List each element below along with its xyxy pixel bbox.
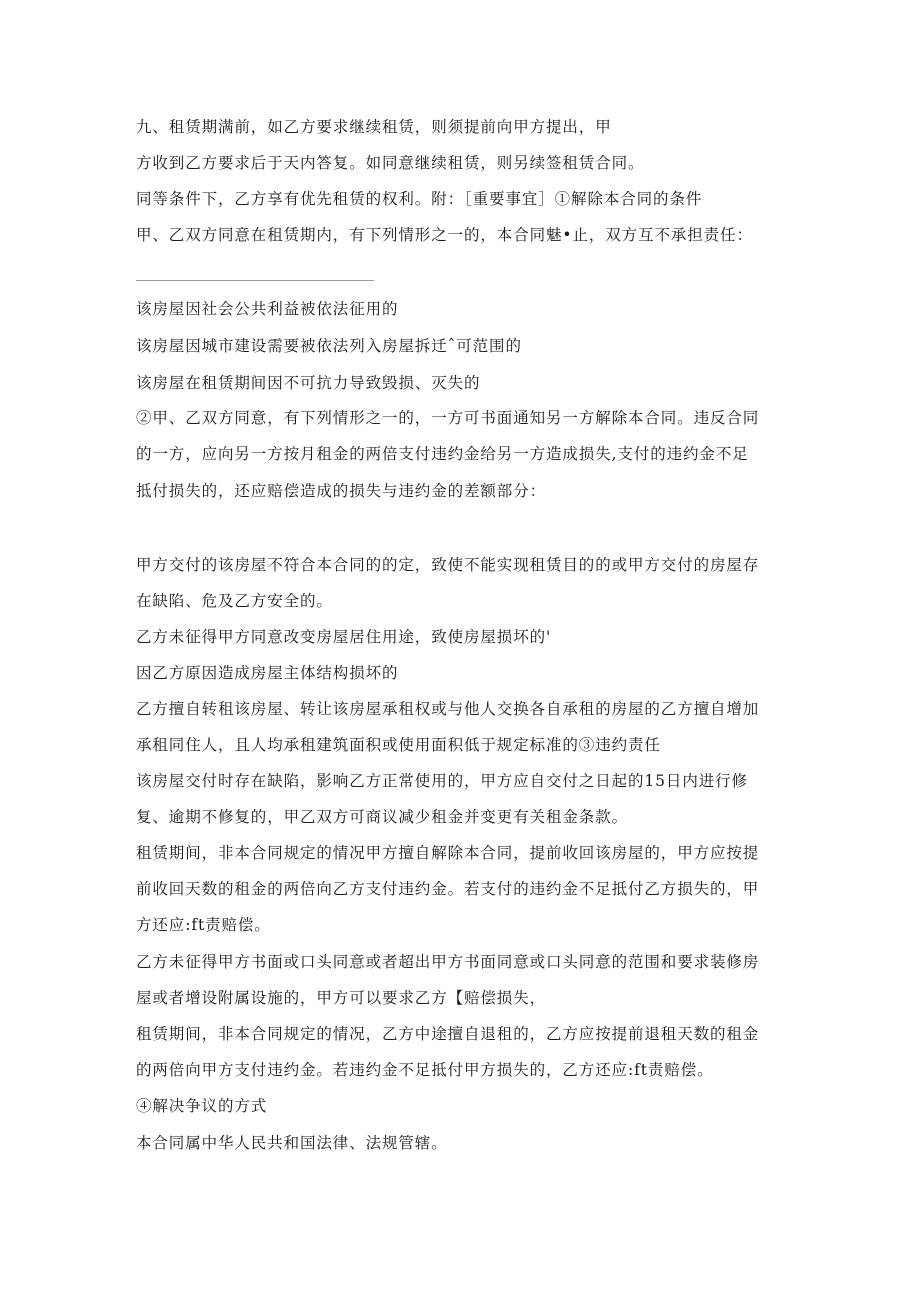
text-line: 同等条件下，乙方享有优先租赁的权利。附：［重要事宜］①解除本合同的条件 xyxy=(136,190,703,208)
text-line: 因乙方原因造成房屋主体结构损坏的 xyxy=(136,664,399,682)
text-line: 甲方交付的该房屋不符合本合同的的定，致使不能实现租赁目的的或甲方交付的房屋存 xyxy=(136,556,760,574)
text-line: 的两倍向甲方支付违约金。若违约金不足抵付甲方损失的，乙方还应:ft责赔偿。 xyxy=(136,1061,714,1079)
text-line: 屋或者增设附属设施的，甲方可以要求乙方【赔偿损失， xyxy=(136,989,547,1007)
text-line: 在缺陷、危及乙方安全的。 xyxy=(136,592,333,610)
text-line: 复、逾期不修复的，甲乙双方可商议减少租金并变更有关租金条款。 xyxy=(136,808,629,826)
text-line: 该房屋交付时存在缺陷，影响乙方正常使用的，甲方应自交付之日起的15日内进行修 xyxy=(136,772,748,790)
text-line: 的一方，应向另一方按月租金的两倍支付违约金给另一方造成损失,支付的违约金不足 xyxy=(136,445,749,463)
text-line: 租赁期间，非本合同规定的情况，乙方中途擅自退租的，乙方应按提前退租天数的租金 xyxy=(136,1025,760,1043)
text-line: 乙方未征得甲方书面或口头同意或者超出甲方书面同意或口头同意的范围和要求装修房 xyxy=(136,953,760,971)
text-line: ②甲、乙双方同意，有下列情形之一的，一方可书面通知另一方解除本合同。违反合同 xyxy=(136,409,760,427)
text-line: 方收到乙方要求后于天内答复。如同意继续租赁，则另续签租赁合同。 xyxy=(136,154,645,172)
text-line: 方还应:ft责赔偿。 xyxy=(136,916,271,934)
text-line: 甲、乙双方同意在租赁期内，有下列情形之一的，本合同魅•止，双方互不承担责任： xyxy=(136,226,753,244)
text-line: 该房屋在租赁期间因不可抗力导致毁损、灭失的 xyxy=(136,374,481,392)
text-line: ④解决争议的方式 xyxy=(136,1097,268,1115)
text-line: 该房屋因社会公共利益被依法征用的 xyxy=(136,300,399,318)
text-line: 抵付损失的，还应赔偿造成的损失与违约金的差额部分： xyxy=(136,482,547,500)
text-line: 承租同住人，且人均承租建筑面积或使用面积低于规定标准的③违约责任 xyxy=(136,736,661,754)
text-line: 九、租赁期满前，如乙方要求继续租赁，则须提前向甲方提出，甲 xyxy=(136,118,612,136)
text-line: 乙方未征得甲方同意改变房屋居住用途，致使房屋损坏的' xyxy=(136,628,552,646)
text-line: 本合同属中华人民共和国法律、法规管辖。 xyxy=(136,1134,448,1152)
text-line: 该房屋因城市建设需要被依法列入房屋拆迁ˆ可范围的 xyxy=(136,337,522,355)
separator-rule xyxy=(136,280,374,281)
text-line: 前收回天数的租金的两倍向乙方支付违约金。若支付的违约金不足抵付乙方损失的，甲 xyxy=(136,880,760,898)
text-line: 乙方擅自转租该房屋、转让该房屋承租权或与他人交换各自承租的房屋的乙方擅自增加 xyxy=(136,700,760,718)
text-line: 租赁期间，非本合同规定的情况甲方擅自解除本合同，提前收回该房屋的，甲方应按提 xyxy=(136,844,760,862)
